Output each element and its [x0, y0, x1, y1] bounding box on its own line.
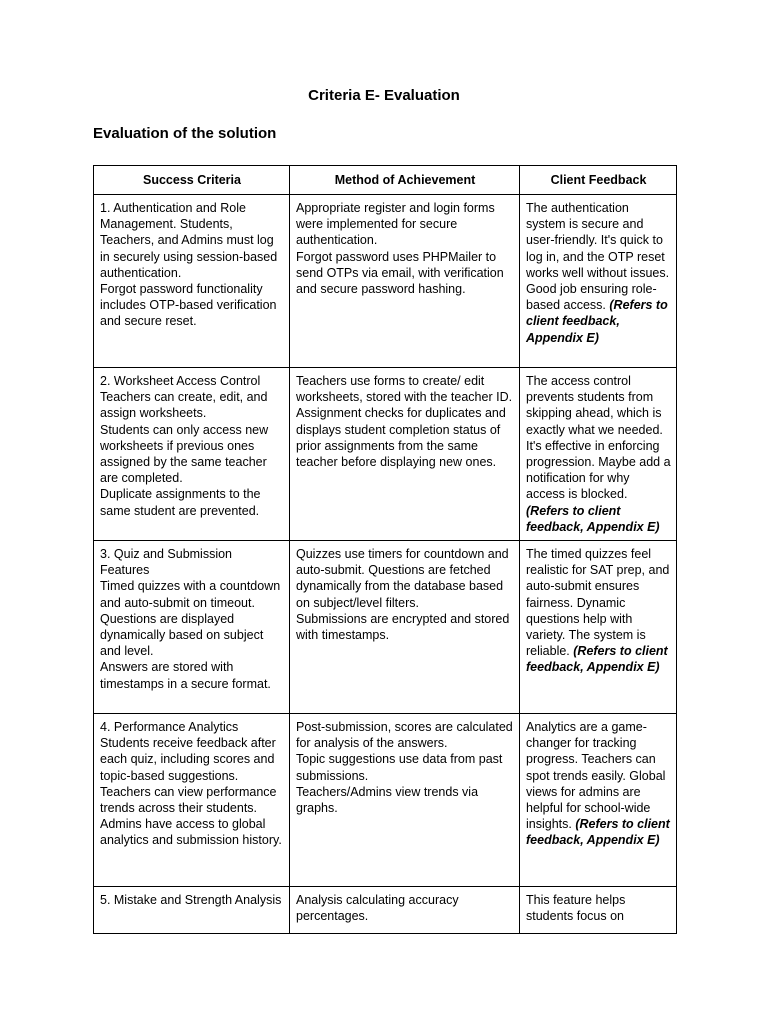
success-criteria-cell [94, 714, 290, 887]
table-row [94, 714, 677, 887]
method-text: Analysis calculating accuracy percentages. [296, 893, 459, 924]
method-cell [290, 541, 520, 714]
method-cell [290, 887, 520, 934]
feedback-reference: (Refers to client feedback, Appendix E) [526, 298, 668, 345]
criteria-text: Duplicate assignments to the same student are prevented. [100, 487, 261, 518]
criteria-text: Questions are displayed dynamically based on subject and level. [100, 611, 264, 659]
feedback-text: The authentication system is secure and user-friendly. It's quick to log in, and the OTP reset works well without issues. Good job ensuring role-based access. [526, 201, 670, 313]
feedback-text: The timed quizzes feel realistic for SAT prep, and auto-submit ensures fairness. Dynamic questions help with variety. The system is reliable. [526, 547, 670, 659]
criteria-text: 4. Performance Analytics [100, 720, 239, 735]
criteria-text: Students receive feedback after each quiz, including scores and topic-based suggestions. [100, 736, 276, 783]
document-title: Criteria E- Evaluation [308, 87, 460, 104]
method-text: Assignment checks for duplicates and displays student completion status of prior assignments from the same teacher before displaying new ones. [296, 406, 506, 470]
criteria-text: Forgot password functionality includes OTP-based verification and secure reset. [100, 282, 277, 329]
header-client-feedback: Client Feedback [520, 166, 677, 195]
feedback-cell [520, 541, 677, 714]
table-row [94, 195, 677, 368]
method-text: Teachers use forms to create/ edit worksheets, stored with the teacher ID. [296, 374, 513, 405]
feedback-text: The access control prevents students from skipping ahead, which is exactly what we needed. It's effective in enforcing progression. Maybe add a notification for why access is blocked. [526, 374, 671, 502]
criteria-text: Students can only access new worksheets if previous ones assigned by the same teacher are completed. [100, 422, 269, 486]
method-text: Teachers/Admins view trends via graphs. [296, 784, 479, 816]
criteria-text: Answers are stored with timestamps in a secure format. [100, 660, 271, 691]
feedback-cell [520, 714, 677, 887]
table-header-row [94, 166, 677, 195]
table-row [94, 368, 677, 541]
criteria-text: Admins have access to global analytics and submission history. [100, 817, 282, 848]
method-text: Quizzes use timers for countdown and auto-submit. Questions are fetched dynamically from the database based on subject/level filters. [296, 547, 509, 610]
criteria-text: 2. Worksheet Access Control [100, 374, 261, 388]
method-cell [290, 368, 520, 541]
header-success-criteria: Success Criteria [94, 166, 290, 195]
criteria-text: 5. Mistake and Strength Analysis [100, 893, 282, 908]
method-text: Appropriate register and login forms were implemented for secure authentication. [296, 201, 495, 248]
table-row [94, 541, 677, 714]
method-text: Topic suggestions use data from past submissions. [296, 752, 503, 783]
feedback-cell [520, 368, 677, 541]
feedback-reference: (Refers to client feedback, Appendix E) [526, 503, 660, 534]
header-method-of-achievement: Method of Achievement [290, 166, 520, 195]
success-criteria-cell [94, 195, 290, 368]
feedback-cell [520, 195, 677, 368]
feedback-text: This feature helps students focus on [526, 893, 626, 924]
criteria-text: 1. Authentication and Role Management. Students, Teachers, and Admins must log in securely using session-based authentication. [100, 201, 278, 280]
success-criteria-cell [94, 887, 290, 934]
method-cell [290, 195, 520, 368]
criteria-text: Teachers can view performance trends across their students. [100, 784, 277, 816]
success-criteria-cell [94, 541, 290, 714]
feedback-text: Analytics are a game-changer for tracking progress. Teachers can spot trends easily. Global views for admins are helpful for school-wide insights. [526, 720, 666, 832]
table-row [94, 887, 677, 934]
feedback-cell [520, 887, 677, 934]
method-text: Submissions are encrypted and stored with timestamps. [296, 611, 510, 643]
feedback-reference: (Refers to client feedback, Appendix E) [526, 817, 670, 848]
feedback-reference: (Refers to client feedback, Appendix E) [526, 644, 668, 675]
criteria-text: Timed quizzes with a countdown and auto-submit on timeout. [100, 579, 281, 610]
method-text: Post-submission, scores are calculated for analysis of the answers. [296, 720, 513, 751]
success-criteria-cell [94, 368, 290, 541]
method-cell [290, 714, 520, 887]
section-heading: Evaluation of the solution [93, 125, 277, 142]
method-text: Forgot password uses PHPMailer to send OTPs via email, with verification and secure password hashing. [296, 249, 504, 297]
criteria-text: 3. Quiz and Submission Features [100, 547, 233, 578]
evaluation-table [93, 165, 677, 934]
criteria-text: Teachers can create, edit, and assign worksheets. [100, 390, 268, 421]
